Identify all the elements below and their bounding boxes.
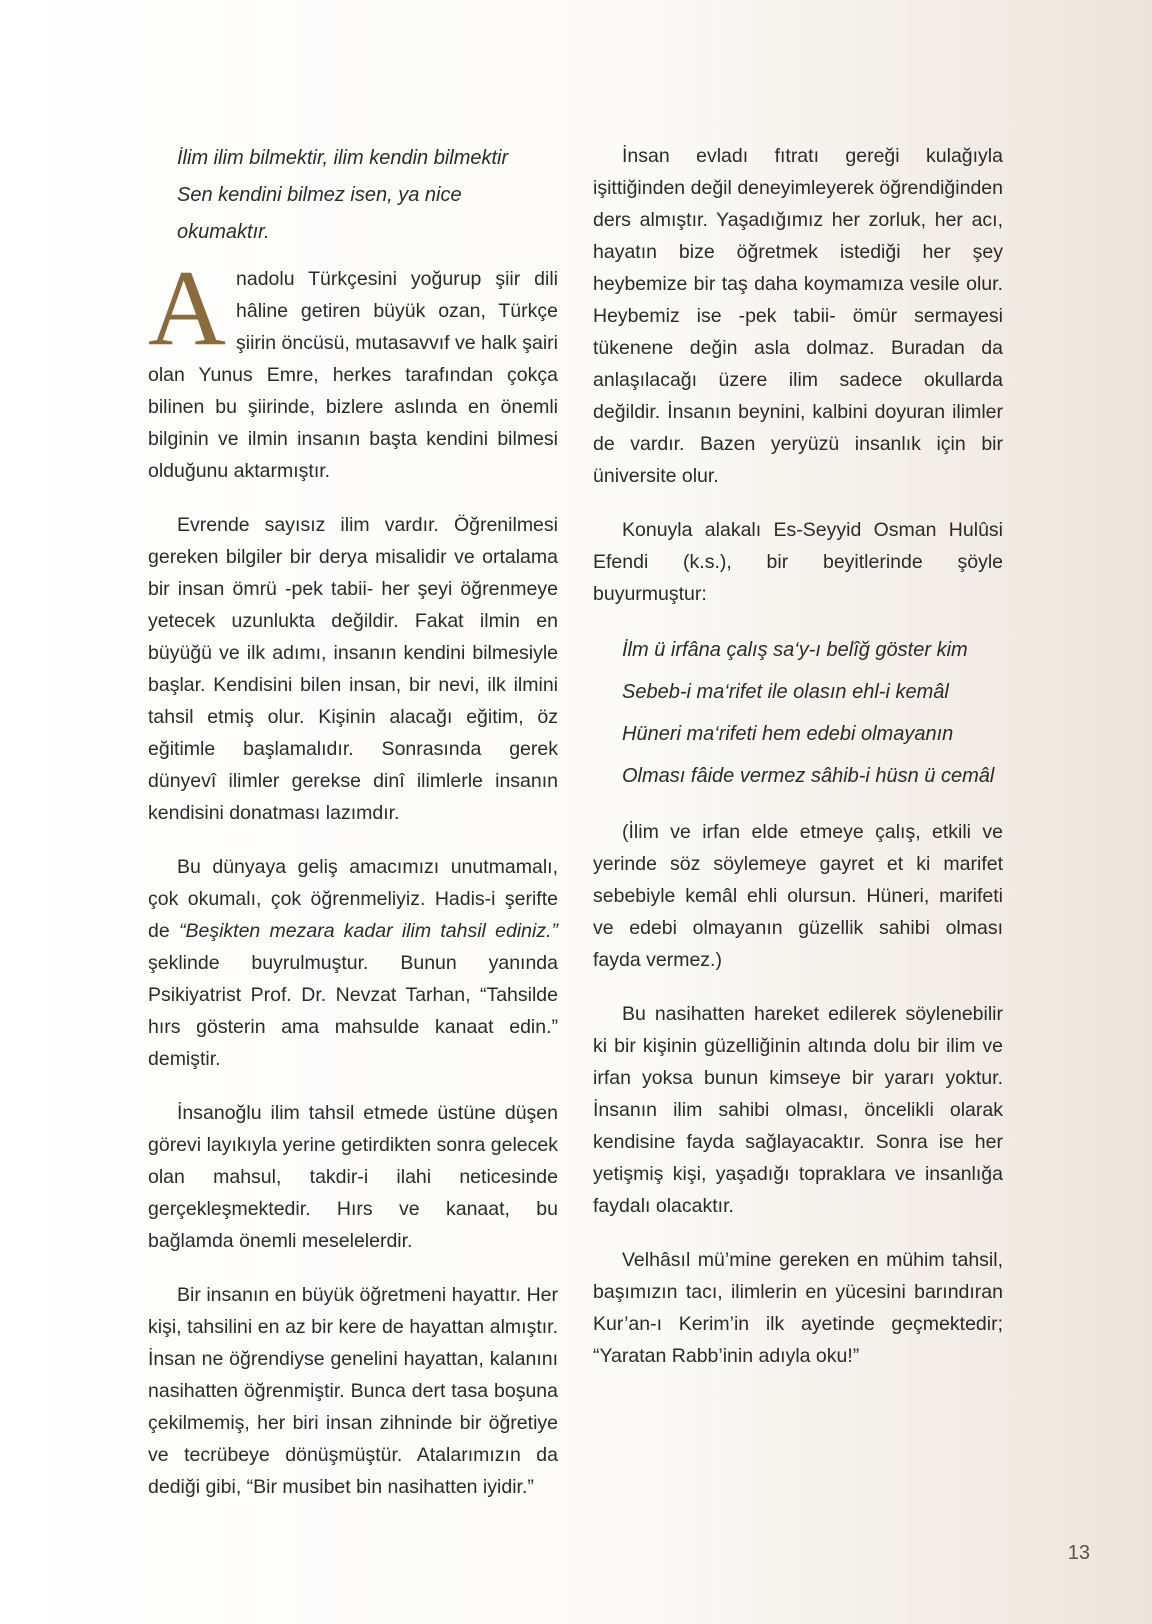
drop-cap: A	[148, 249, 226, 368]
verse-line: Hüneri ma‘rifeti hem edebi olmayanın	[622, 723, 954, 745]
yunus-emre-verse	[148, 140, 558, 251]
verse-line: İlim ilim bilmektir, ilim kendin bilmektir	[177, 147, 509, 169]
verse-line: Sen kendini bilmez isen, ya nice okumaktır.	[177, 184, 462, 243]
verse-line: Sebeb-i ma‘rifet ile olasın ehl-i kemâl	[622, 681, 949, 703]
intro-paragraph	[148, 249, 558, 487]
right-column	[593, 140, 1003, 1394]
hadith-text-b: şeklinde buyrulmuştur. Bunun yanında Psikiyatrist Prof. Dr. Nevzat Tarhan, “Tahsilde hırs gösterin ama mahsulde kanaat edin.” demiştir.	[148, 952, 558, 1070]
osman-hulusi-verse	[593, 632, 1003, 794]
paragraph: Bu nasihatten hareket edilerek söylenebilir ki bir kişinin güzelliğinin altında dolu bir ilim ve irfan yoksa bunun kimseye bir yararı yoktur. İnsanın ilim sahibi olması, öncelikli olarak kendisine fayda sağlayacaktır. Sonra ise her yetişmiş kişi, yaşadığı topraklara ve insanlığa faydalı olacaktır.	[593, 1003, 1003, 1217]
hadith-text-a: Bu dünyaya geliş amacımızı unutmamalı, çok okumalı, çok öğrenmeliyiz. Hadis-i şerifte de	[148, 856, 558, 942]
translation-paragraph: (İlim ve irfan elde etmeye çalış, etkili ve yerinde söz söylemeye gayret et ki marifet sebebiyle kemâl ehli olursun. Hüneri, marifeti ve edebi olmayanın güzellik sahibi olması fayda vermez.)	[593, 821, 1003, 971]
paragraph: Konuyla alakalı Es-Seyyid Osman Hulûsi Efendi (k.s.), bir beyitlerinde şöyle buyurmuştur:	[593, 519, 1003, 605]
verse-line: Olması fâide vermez sâhib-i hüsn ü cemâl	[622, 765, 995, 787]
hadith-quote: “Beşikten mezara kadar ilim tahsil ediniz.”	[178, 920, 558, 942]
hadith-paragraph	[148, 851, 558, 1075]
closing-paragraph: Velhâsıl mü’mine gereken en mühim tahsil, başımızın tacı, ilimlerin en yücesini barındıran Kur’an-ı Kerim’in ilk ayetinde geçmektedir; “Yaratan Rabb’inin adıyla oku!”	[593, 1249, 1003, 1367]
paragraph: Bir insanın en büyük öğretmeni hayattır. Her kişi, tahsilini en az bir kere de hayattan almıştır. İnsan ne öğrendiyse genelini hayattan, kalanını nasihatten öğrenmiştir. Bunca dert tasa boşuna çekilmemiş, her biri insan zihninde bir öğretiye ve tecrübeye dönüşmüştür. Atalarımızın da dediği gibi, “Bir musibet bin nasihatten iyidir.”	[148, 1284, 558, 1498]
paragraph: İnsanoğlu ilim tahsil etmede üstüne düşen görevi layıkıyla yerine getirdikten sonra gelecek olan mahsul, takdir-i ilahi neticesinde gerçekleşmektedir. Hırs ve kanaat, bu bağlamda önemli meselelerdir.	[148, 1102, 558, 1252]
left-column	[148, 140, 558, 1525]
paragraph: Evrende sayısız ilim vardır. Öğrenilmesi gereken bilgiler bir derya misalidir ve ortalama bir insan ömrü -pek tabii- her şeyi öğrenmeye yetecek uzunlukta değildir. Fakat ilmin en büyüğü ve ilk adımı, insanın kendini bilmesiyle başlar. Kendisini bilen insan, bir nevi, ilk ilmini tahsil etmiş olur. Kişinin alacağı eğitim, öz eğitimle başlamalıdır. Sonrasında gerek dünyevî ilimler gerekse dinî ilimlerle insanın kendisini donatması lazımdır.	[148, 514, 558, 824]
verse-line: İlm ü irfâna çalış sa‘y-ı belîğ göster kim	[622, 639, 968, 661]
intro-text: nadolu Türkçesini yoğurup şiir dili hâline getiren büyük ozan, Türkçe şiirin öncüsü, mutasavvıf ve halk şairi olan Yunus Emre, herkes tarafından çokça bilinen bu şiirinde, bizlere aslında en önemli bilginin ve ilmin insanın başta kendini bilmesi olduğunu aktarmıştır.	[148, 268, 558, 482]
page-number: 13	[1067, 1542, 1090, 1564]
paragraph: İnsan evladı fıtratı gereği kulağıyla işittiğinden değil deneyimleyerek öğrendiğinden ders almıştır. Yaşadığımız her zorluk, her acı, hayatın bize öğretmek istediği her şey heybemize bir taş daha koymamıza vesile olur. Heybemiz ise -pek tabii- ömür sermayesi tükenene değin asla dolmaz. Buradan da anlaşılacağı üzere ilim sadece okullarda değildir. İnsanın beynini, kalbini doyuran ilimler de vardır. Bazen yeryüzü insanlık için bir üniversite olur.	[593, 145, 1003, 487]
